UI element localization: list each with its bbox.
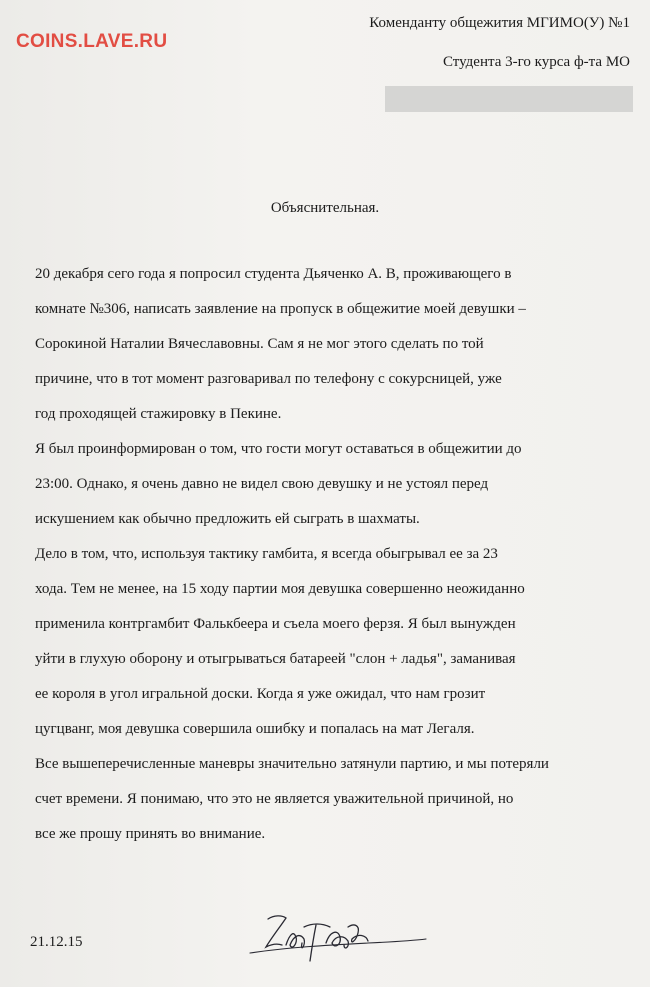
sender-line: Студента 3-го курса ф-та МО bbox=[442, 54, 630, 70]
recipient-line: Коменданту общежития МГИМО(У) №1 bbox=[369, 15, 630, 31]
body-line: все же прошу принять во внимание. bbox=[35, 826, 266, 842]
body-line: хода. Тем не менее, на 15 ходу партии моя девушка совершенно неожиданно bbox=[35, 581, 525, 597]
body-line: счет времени. Я понимаю, что это не является уважительной причиной, но bbox=[35, 791, 514, 807]
body-line: причине, что в тот момент разговаривал по телефону с сокурсницей, уже bbox=[35, 371, 502, 387]
body-line: год проходящей стажировку в Пекине. bbox=[35, 406, 282, 422]
document-title: Объяснительная. bbox=[270, 200, 380, 216]
redacted-name-box bbox=[385, 86, 633, 112]
watermark: COINS.LAVE.RU bbox=[16, 31, 168, 52]
body-line: Сорокиной Наталии Вячеславовны. Сам я не мог этого сделать по той bbox=[35, 336, 484, 352]
document-date: 21.12.15 bbox=[30, 934, 83, 950]
body-line: цугцванг, моя девушка совершила ошибку и попалась на мат Легаля. bbox=[35, 721, 475, 737]
body-line: уйти в глухую оборону и отыгрываться батареей "слон + ладья", заманивая bbox=[35, 651, 516, 667]
body-line: Я был проинформирован о том, что гости могут оставаться в общежитии до bbox=[35, 441, 522, 457]
body-line: Дело в том, что, используя тактику гамбита, я всегда обыгрывал ее за 23 bbox=[35, 546, 498, 562]
body-line: применила контргамбит Фалькбеера и съела моего ферзя. Я был вынужден bbox=[35, 616, 516, 632]
body-line: Все вышеперечисленные маневры значительно затянули партию, и мы потеряли bbox=[35, 756, 549, 772]
body-line: искушением как обычно предложить ей сыграть в шахматы. bbox=[35, 511, 420, 527]
body-line: ее короля в угол игральной доски. Когда я уже ожидал, что нам грозит bbox=[35, 686, 486, 702]
body-line: 23:00. Однако, я очень давно не видел свою девушку и не устоял перед bbox=[35, 476, 489, 492]
handwritten-signature bbox=[240, 905, 430, 965]
body-line: 20 декабря сего года я попросил студента Дьяченко А. В, проживающего в bbox=[35, 266, 512, 282]
body-line: комнате №306, написать заявление на пропуск в общежитие моей девушки – bbox=[35, 301, 526, 317]
